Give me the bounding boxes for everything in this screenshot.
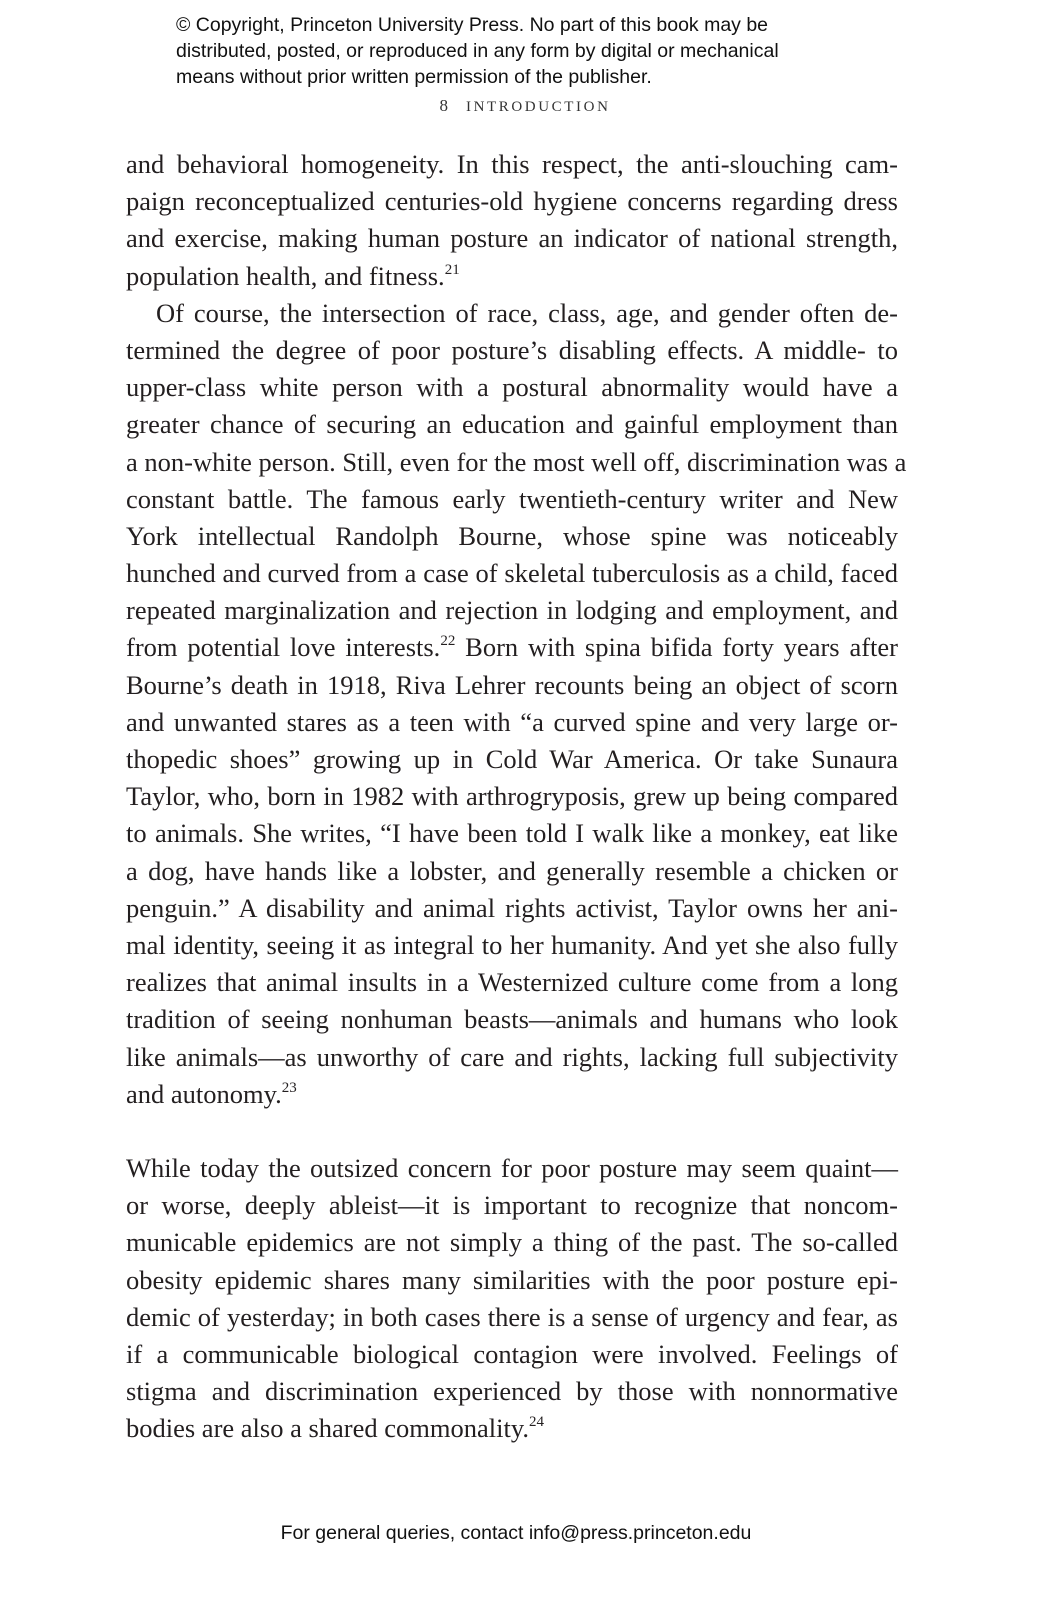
text-line (126, 1373, 898, 1410)
line-text: paign reconceptualized centuries-old hygiene concerns regarding dress (126, 186, 898, 217)
line-text: York intellectual Randolph Bourne, whose spine was noticeably (126, 520, 898, 551)
line-text: tradition of seeing nonhuman beasts—animals and humans who look (126, 1004, 898, 1035)
text-line (126, 369, 898, 406)
text-line (126, 1150, 898, 1187)
text-line (126, 518, 898, 555)
text-line (126, 704, 898, 741)
text-line (126, 778, 898, 815)
line-text: a dog, have hands like a lobster, and generally resemble a chicken or (126, 855, 898, 886)
text-line (126, 1224, 898, 1261)
text-line (126, 1299, 898, 1336)
line-text: Of course, the intersection of race, class, age, and gender often de- (156, 297, 898, 328)
line-text: bodies are also a shared commonality. (126, 1413, 530, 1444)
line-text: Bourne’s death in 1918, Riva Lehrer recounts being an object of scorn (126, 669, 898, 700)
line-text: Born with spina bifida forty years after (455, 632, 898, 663)
line-text: repeated marginalization and rejection in lodging and employment, and (126, 595, 898, 626)
line-text: if a communicable biological contagion were involved. Feelings of (126, 1339, 898, 1369)
line-text: and unwanted stares as a teen with “a curved spine and very large or- (126, 706, 898, 737)
footer-contact: For general queries, contact info@press.princeton.edu (280, 1522, 752, 1544)
text-line (126, 964, 898, 1001)
text-line (126, 1410, 898, 1447)
text-line (126, 741, 898, 778)
text-line (126, 555, 898, 592)
text-line (126, 667, 898, 704)
text-line (126, 1001, 898, 1038)
line-text: While today the outsized concern for poor posture may seem quaint— (126, 1153, 898, 1184)
paragraph (126, 295, 907, 1113)
copyright-line: means without prior written permission of the publisher. (176, 66, 652, 88)
line-text: to animals. She writes, “I have been told I walk like a monkey, eat like (126, 818, 898, 849)
text-line (126, 629, 898, 666)
text-line (126, 815, 898, 852)
line-text: like animals—as unworthy of care and rights, lacking full subjectivity (126, 1041, 898, 1072)
line-text: municable epidemics are not simply a thing of the past. The so-called (126, 1227, 898, 1258)
body-text (126, 146, 907, 1448)
text-line (126, 853, 898, 890)
footnote-ref[interactable]: 21 (444, 261, 460, 278)
text-line (126, 220, 898, 257)
line-text: Taylor, who, born in 1982 with arthrogryposis, grew up being compared (126, 781, 898, 812)
text-line (126, 406, 898, 443)
page-number: 8 (439, 96, 448, 115)
text-line (126, 1262, 898, 1299)
line-text: or worse, deeply ableist—it is important to recognize that noncom- (126, 1190, 898, 1221)
line-text: and exercise, making human posture an indicator of national strength, (126, 223, 898, 254)
text-line (126, 258, 898, 295)
footnote-ref[interactable]: 24 (529, 1414, 545, 1431)
line-text: stigma and discrimination experienced by those with nonnormative (126, 1376, 898, 1407)
chapter-title: INTRODUCTION (465, 99, 611, 115)
footnote-ref[interactable]: 23 (281, 1079, 297, 1096)
text-line (126, 890, 898, 927)
copyright-notice (176, 12, 779, 90)
text-line (126, 183, 898, 220)
running-head (0, 96, 1050, 116)
line-text: from potential love interests. (126, 632, 441, 663)
line-text: termined the degree of poor posture’s disabling effects. A middle- to (126, 334, 898, 365)
text-line (126, 444, 907, 481)
text-line (126, 1076, 898, 1113)
copyright-line: © Copyright, Princeton University Press. No part of this book may be (176, 14, 769, 36)
line-text: and behavioral homogeneity. In this respect, the anti-slouching cam- (126, 149, 898, 179)
text-line (126, 295, 898, 332)
line-text: and autonomy. (126, 1078, 282, 1109)
text-line (126, 592, 898, 629)
copyright-line: distributed, posted, or reproduced in any form by digital or mechanical (176, 40, 779, 62)
line-text: thopedic shoes” growing up in Cold War America. Or take Sunaura (126, 744, 898, 774)
text-line (126, 1187, 898, 1224)
line-text: upper-class white person with a postural abnormality would have a (126, 372, 898, 403)
line-text: hunched and curved from a case of skeletal tuberculosis as a child, faced (126, 558, 898, 589)
line-text: penguin.” A disability and animal rights activist, Taylor owns her ani- (126, 892, 898, 923)
text-line (126, 927, 898, 964)
footnote-ref[interactable]: 22 (440, 633, 456, 650)
paragraph-gap (126, 1113, 898, 1150)
line-text: constant battle. The famous early twentieth-century writer and New (126, 483, 898, 514)
line-text: population health, and fitness. (126, 260, 445, 291)
paragraph (126, 146, 898, 295)
line-text: a non-white person. Still, even for the most well off, discrimination was a (126, 446, 907, 477)
line-text: realizes that animal insults in a Westernized culture come from a long (126, 967, 898, 998)
text-line (126, 332, 898, 369)
line-text: greater chance of securing an education and gainful employment than (126, 409, 898, 440)
paragraph (126, 1150, 898, 1448)
text-line (126, 146, 898, 183)
text-line (126, 1039, 898, 1076)
text-line (126, 481, 898, 518)
line-text: demic of yesterday; in both cases there is a sense of urgency and fear, as (126, 1301, 898, 1332)
text-line (126, 1336, 898, 1373)
line-text: obesity epidemic shares many similarities with the poor posture epi- (126, 1264, 898, 1295)
line-text: mal identity, seeing it as integral to her humanity. And yet she also fully (126, 929, 898, 960)
